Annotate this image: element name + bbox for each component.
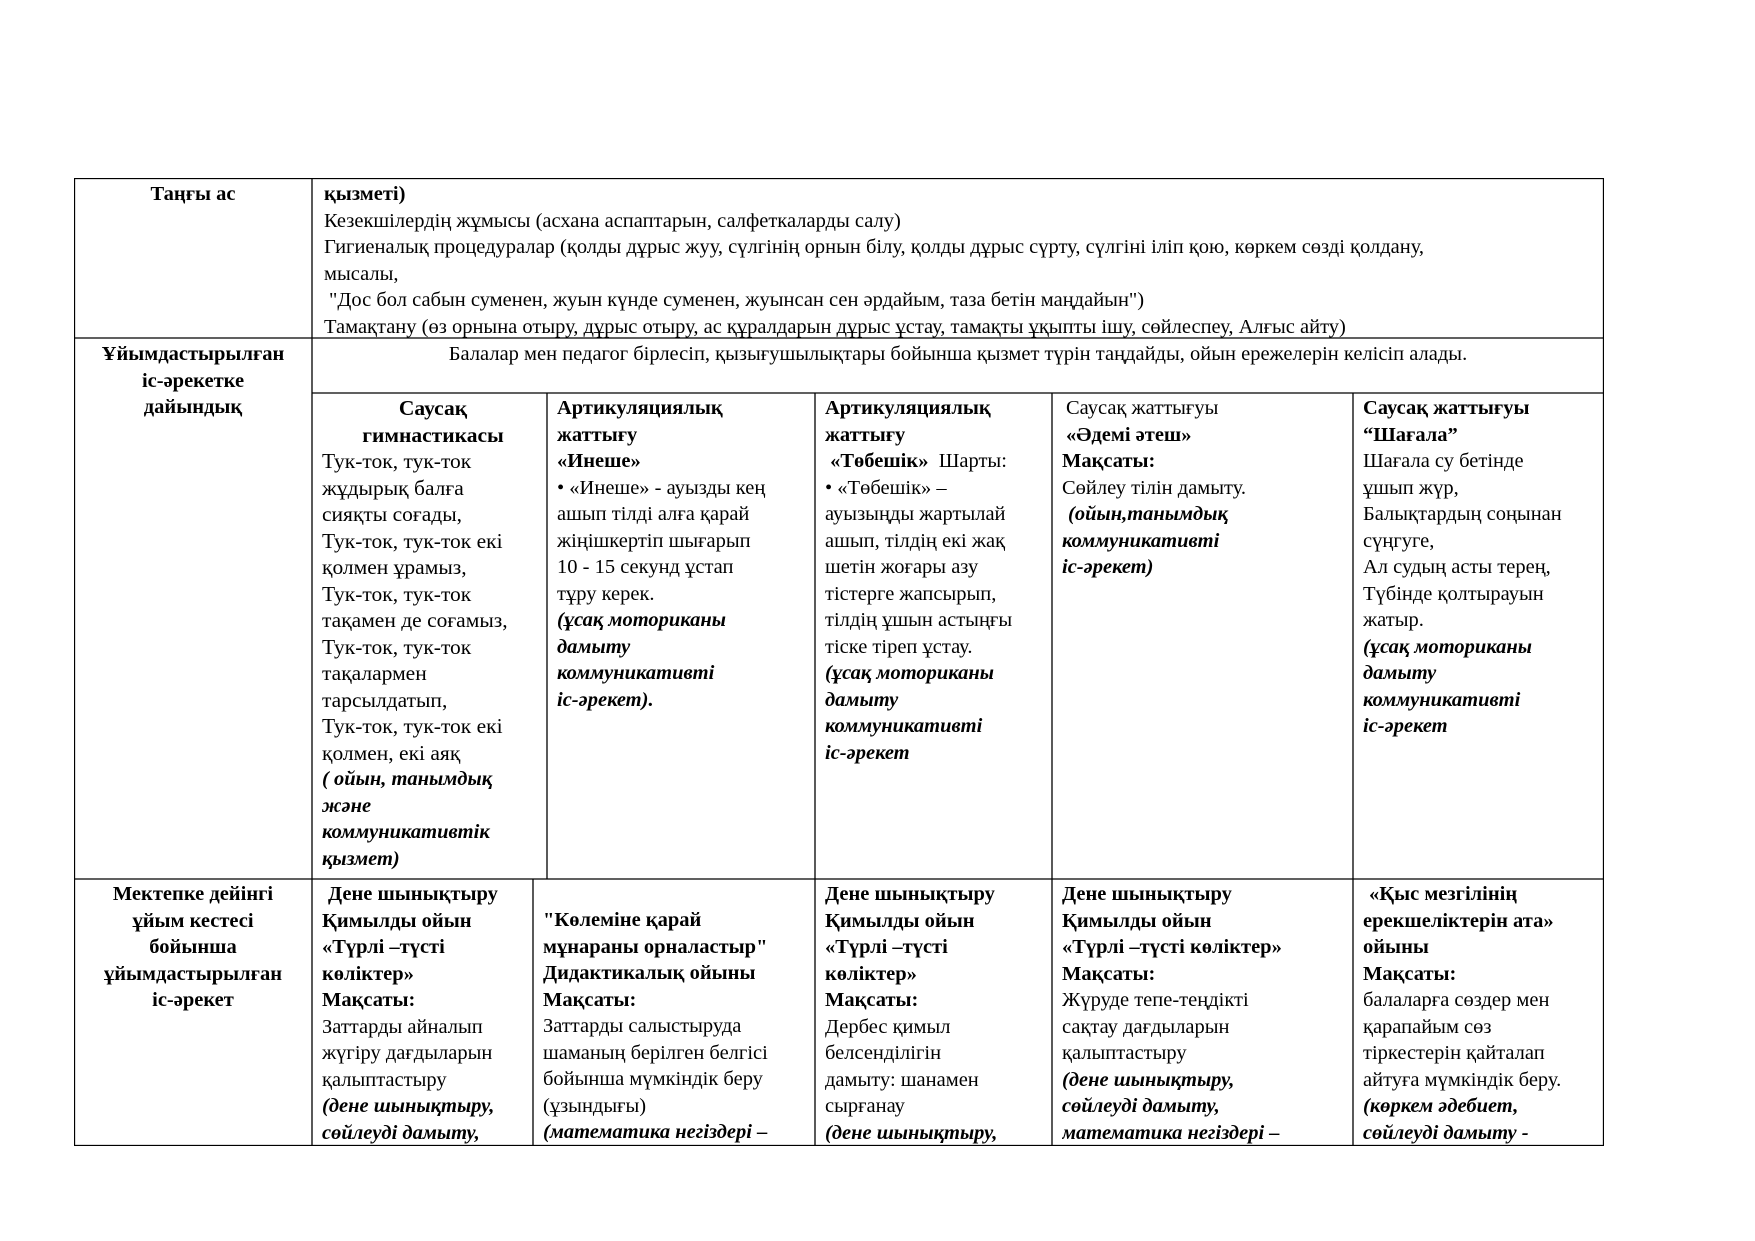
cell-note: (математика негіздері – (543, 1121, 768, 1143)
cell-text: қалыптастыру (322, 1068, 447, 1091)
cell-note: коммуникативті (825, 715, 983, 737)
cell-title: көліктер» (825, 962, 917, 985)
cell-title: «Түрлі –түсті (825, 936, 948, 958)
cell-text: тақалармен (322, 661, 427, 685)
cell-title: Дене шынықтыру (825, 883, 995, 905)
cell-text: тілдің ұшын астыңғы (825, 609, 1013, 631)
label-line: іс-әрекет (152, 989, 234, 1011)
cell-title: Артикуляциялық (557, 397, 723, 419)
cell-text: тістерге жапсырып, (825, 582, 997, 605)
cell-text: Заттарды салыстыруда (543, 1015, 742, 1037)
cell-text: тарсылдатып, (322, 687, 448, 712)
cell-text: жұдырық балға (322, 475, 464, 500)
cell-title: жаттығу (825, 423, 906, 446)
cell-text: Дербес қимыл (825, 1015, 951, 1038)
label-line: ұйымдастырылған (103, 962, 283, 985)
goal-label: Мақсаты: (543, 988, 637, 1011)
label-line: іс-әрекетке (141, 369, 245, 392)
cell-title: "Көлеміне қарай (543, 909, 702, 931)
cell-note: коммуникативті (557, 662, 715, 684)
cell-text: қолмен ұрамыз, (322, 555, 467, 579)
org-col-physical-2 (825, 881, 1050, 1145)
cell-note: іс-әрекет) (1062, 556, 1154, 578)
cell-text: Ал судың асты терең, (1363, 556, 1551, 578)
cell-text: Тук-ток, тук-ток (322, 634, 472, 659)
cell-title: Дидактикалық ойыны (543, 962, 756, 984)
cell-text: шаманың берілген белгісі (543, 1041, 768, 1064)
cell-title: Қимылды ойын (1062, 909, 1212, 932)
label-line: бойынша (149, 936, 237, 958)
cell-note: дамыту (1363, 662, 1437, 684)
cell-text: тіркестерін қайталап (1363, 1042, 1545, 1064)
cell-text: ашып, тілдің екі жақ (825, 529, 1006, 552)
cell-note: математика негіздері – (1062, 1121, 1280, 1144)
prep-col-needle-exercise (557, 395, 812, 713)
cell-note: (көркем әдебиет, (1363, 1095, 1519, 1117)
cell-note: және (322, 794, 372, 817)
cell-note: іс-әрекет (825, 741, 910, 764)
cell-title: Дене шынықтыру (328, 883, 498, 905)
cell-title-row (825, 448, 1050, 475)
cell-text: балаларға сөздер мен (1363, 989, 1550, 1011)
cell-title: Қимылды ойын (825, 909, 975, 932)
cell-title: «Түрлі –түсті көліктер» (1062, 936, 1282, 958)
cell-text: ашып тілді алға қарай (557, 503, 750, 525)
cell-note: (ұсақ моториканы (1363, 635, 1533, 658)
cell-text: жіңішкертіп шығарып (557, 529, 751, 552)
cell-text: жүгіру дағдыларын (322, 1042, 493, 1064)
breakfast-line: қызметі) (324, 183, 406, 205)
cell-text: Тук-ток, тук-ток екі (322, 714, 503, 738)
cell-text: Балықтардың соңынан (1363, 503, 1562, 525)
cell-note: дамыту (825, 688, 899, 711)
cell-text: дамыту: шанамен (825, 1068, 979, 1091)
preparation-label (74, 341, 312, 421)
cell-text: тақамен де соғамыз, (322, 608, 508, 632)
cell-note: коммуникативтік (322, 821, 490, 843)
cell-note: коммуникативті (1062, 529, 1220, 552)
cell-note: іс-әрекет). (557, 688, 654, 711)
cell-title: Дене шынықтыру (1062, 883, 1232, 905)
cell-title: мұнараны орналастыр" (543, 935, 768, 958)
schedule-table (74, 178, 1604, 1146)
breakfast-line: Тамақтану (өз орнына отыру, дұрыс отыру, ас құралдарын дұрыс ұстау, тамақты ұқыпты ішу, сөйлеспеу, Алғыс айту) (324, 315, 1346, 338)
cell-note: коммуникативті (1363, 688, 1521, 711)
goal-label: Мақсаты: (1062, 450, 1156, 472)
cell-note: сөйлеуді дамыту, (1062, 1095, 1220, 1117)
cell-text: Заттарды айналып (322, 1015, 483, 1038)
cell-note: ( ойын, танымдық (322, 768, 493, 790)
prep-col-finger-gymnastics (322, 395, 544, 872)
cell-text: 10 - 15 секунд ұстап (557, 556, 734, 578)
cell-title: ерекшеліктерін ата» (1363, 909, 1554, 932)
cell-note: (дене шынықтыру, (825, 1121, 998, 1144)
prep-col-seagull-exercise (1363, 395, 1601, 740)
cell-title: гимнастикасы (362, 422, 504, 447)
cell-text: бойынша мүмкіндік беру (543, 1068, 763, 1090)
org-col-tower-game (543, 907, 813, 1145)
cell-note: (ұсақ моториканы (557, 609, 727, 631)
breakfast-line: Гигиеналық процедуралар (қолды дұрыс жуу, сүлгінің орнын білу, қолды дұрыс сүрту, сүлгіні іліп қою, көркем сөзді қолдану, (324, 236, 1425, 258)
cell-note: (ойын,танымдық (1068, 503, 1228, 525)
preparation-intro: Балалар мен педагог бірлесіп, қызығушылықтары бойынша қызмет түрін таңдайды, ойын ережелерін келісіп алады. (448, 343, 1468, 365)
cell-title: «Төбешік» (830, 450, 929, 472)
cell-text: Шағала су бетінде (1363, 450, 1524, 472)
cell-title: Қимылды ойын (322, 909, 472, 932)
cell-text: сырғанау (825, 1095, 905, 1117)
prep-col-rooster-exercise (1062, 395, 1350, 581)
cell-title: “Шағала” (1363, 423, 1458, 446)
cell-title: «Қыс мезгілінің (1369, 883, 1518, 905)
cell-text: сүңгуге, (1363, 529, 1435, 552)
label-line: ұйым кестесі (132, 909, 254, 932)
cell-title: «Түрлі –түсті (322, 936, 445, 958)
label-line: дайындық (143, 396, 243, 418)
cell-title: Саусақ жаттығуы (1363, 397, 1530, 419)
cell-title: жаттығу (557, 423, 638, 446)
cell-text: тіске тіреп ұстау. (825, 635, 973, 658)
breakfast-content (324, 181, 1599, 340)
cell-text: • «Төбешік» – (825, 476, 947, 499)
cell-note: (ұсақ моториканы (825, 662, 995, 684)
cell-title: ойыны (1363, 936, 1429, 958)
cell-text: (ұзындығы) (543, 1094, 647, 1117)
cell-note: қызмет) (322, 847, 400, 870)
cell-note: (дене шынықтыру, (322, 1095, 495, 1117)
cell-title: көліктер» (322, 962, 414, 985)
cell-title: «Әдемі әтеш» (1066, 423, 1192, 446)
cell-text: сақтау дағдыларын (1062, 1015, 1230, 1038)
cell-note: сөйлеуді дамыту - (1363, 1121, 1529, 1144)
cell-note: дамыту (557, 635, 631, 658)
cell-text: • «Инеше» - ауызды кең (557, 476, 766, 499)
cell-text: Сөйлеу тілін дамыту. (1062, 476, 1247, 499)
goal-label: Мақсаты: (1363, 962, 1457, 985)
goal-label: Мақсаты: (322, 989, 416, 1011)
cell-title-rest: Шарты: (938, 450, 1007, 472)
cell-text: сияқты соғады, (322, 502, 463, 526)
cell-text: айтуға мүмкіндік беру. (1363, 1068, 1562, 1091)
label-line: Мектепке дейінгі (112, 883, 274, 905)
cell-note: (дене шынықтыру, (1062, 1068, 1235, 1091)
cell-text: Тук-ток, тук-ток (322, 581, 472, 606)
cell-title: Саусақ (398, 396, 468, 420)
breakfast-line: Кезекшілердің жұмысы (асхана аспаптарын, салфеткаларды салу) (324, 209, 901, 232)
cell-text: жатыр. (1363, 609, 1424, 631)
cell-text: шетін жоғары азу (825, 556, 979, 578)
label-line: Ұйымдастырылған (101, 343, 285, 365)
cell-text: ұшып жүр, (1363, 476, 1459, 499)
cell-text: Жүруде тепе-теңдікті (1062, 989, 1249, 1011)
cell-title: «Инеше» (557, 450, 641, 472)
goal-label: Мақсаты: (825, 989, 919, 1011)
cell-text: қолмен, екі аяқ (322, 740, 461, 765)
cell-text: белсенділігін (825, 1042, 942, 1064)
cell-text: Тук-ток, тук-ток екі (322, 528, 503, 553)
org-col-physical-3 (1062, 881, 1350, 1145)
cell-text: қалыптастыру (1062, 1042, 1187, 1064)
cell-title: Саусақ жаттығуы (1066, 397, 1219, 419)
cell-note: іс-әрекет (1363, 715, 1448, 737)
breakfast-line: "Дос бол сабын суменен, жуын күнде суменен, жуынсан сен әрдайым, таза бетін маңдайын") (329, 289, 1145, 311)
cell-text: Түбінде қолтырауын (1363, 582, 1544, 605)
cell-title: Артикуляциялық (825, 397, 991, 419)
cell-text: қарапайым сөз (1363, 1015, 1492, 1038)
org-col-winter-game (1363, 881, 1601, 1145)
cell-text: Тук-ток, тук-ток (322, 449, 472, 473)
cell-text: ауызыңды жартылай (825, 503, 1006, 525)
organized-label (74, 881, 312, 1014)
goal-label: Мақсаты: (1062, 962, 1156, 985)
org-col-physical-1 (322, 881, 532, 1145)
cell-text: тұру керек. (557, 582, 655, 605)
prep-col-hill-exercise (825, 395, 1050, 766)
breakfast-label: Таңғы ас (150, 183, 236, 205)
cell-note: сөйлеуді дамыту, (322, 1121, 480, 1144)
breakfast-line: мысалы, (324, 262, 399, 285)
